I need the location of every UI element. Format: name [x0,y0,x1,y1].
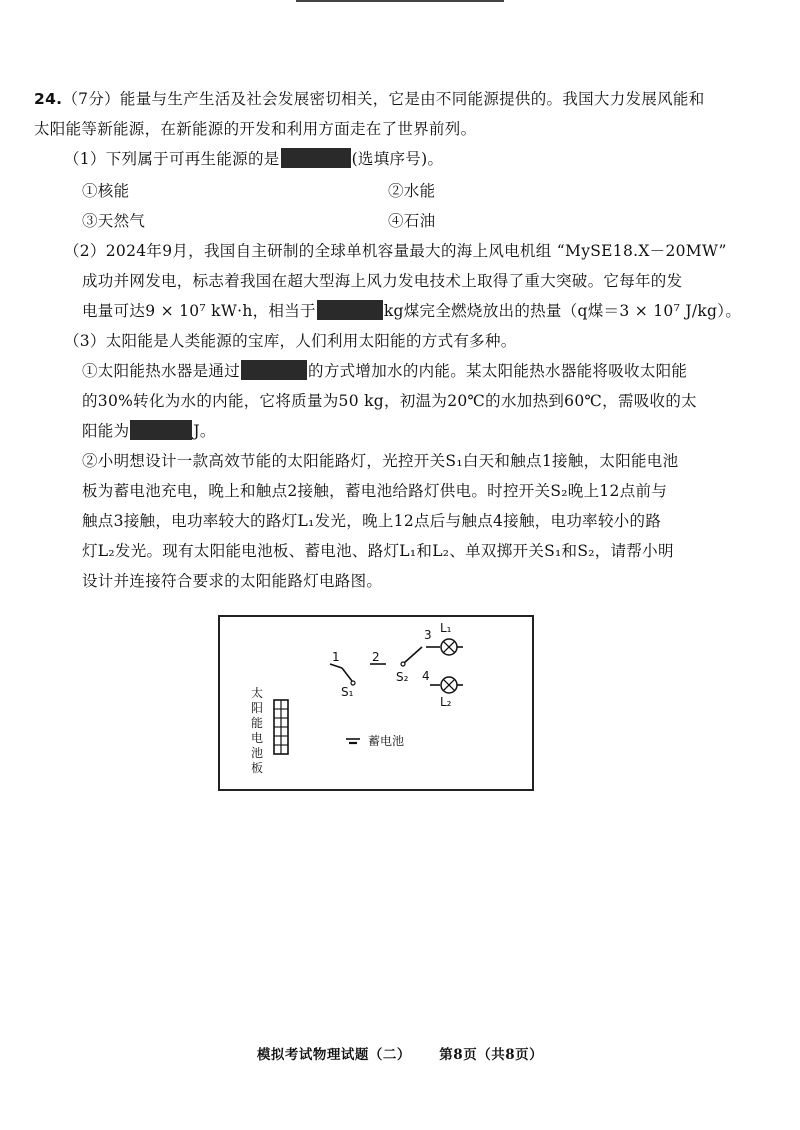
sub1-text-after: 的方式增加水的内能。某太阳能热水器能将吸收太阳能 [308,362,688,380]
option-3: ③天然气 [82,212,146,230]
part3-sub2-line5: 设计并连接符合要求的太阳能路灯电路图。 [82,572,383,590]
part3-sub2-line2: 板为蓄电池充电，晚上和触点2接触，蓄电池给路灯供电。时控开关S₂晚上12点前与 [82,482,668,500]
part2-text-after: kg煤完全燃烧放出的热量（q煤＝3 × 10⁷ J/kg）。 [383,302,742,320]
top-edge-line [296,0,504,2]
circuit-figure[interactable] [218,615,534,791]
l1-label: L₁ [440,621,452,635]
contact-3-label: 3 [424,628,432,642]
part3-sub2-line4: 灯L₂发光。现有太阳能电池板、蓄电池、路灯L₁和L₂、单双掷开关S₁和S₂，请帮小明 [82,542,674,560]
part1-prompt [34,144,754,174]
part2-text-before: 电量可达9 × 10⁷ kW·h，相当于 [82,302,316,320]
lamp-l2-group [422,669,463,709]
part1-text-after: (选填序号)。 [351,150,444,168]
answer-blank-3[interactable] [241,360,307,380]
part3-sub2-line1: ②小明想设计一款高效节能的太阳能路灯，光控开关S₁白天和触点1接触，太阳能电池 [82,452,679,470]
question-intro-line1 [34,84,754,114]
part2-line2: 成功并网发电，标志着我国在超大型海上风力发电技术上取得了重大突破。它每年的发 [82,272,683,290]
part2-line3 [34,296,754,326]
part3-sub1-line3 [34,416,754,446]
part3-sub1-line2: 的30%转化为水的内能，它将质量为50 kg，初温为20℃的水加热到60℃，需吸收的太 [82,392,697,410]
battery-label: 蓄电池 [368,734,405,748]
question-24 [34,84,754,596]
battery [346,733,404,748]
answer-blank-4[interactable] [130,420,192,440]
solar-panel [251,685,288,775]
answer-blank-1[interactable] [281,148,351,168]
panel-char-3: 能 [251,716,264,730]
exam-title: 模拟考试物理试题（二） [256,1047,411,1063]
contact-2-label: 2 [372,650,380,664]
sub1-line3-after: J。 [193,422,216,440]
part3-sub2-line3: 触点3接触，电功率较大的路灯L₁发光，晚上12点后与触点4接触，电功率较小的路 [82,512,662,530]
option-4: ④石油 [388,212,436,230]
part1-text-before: （1）下列属于可再生能源的是 [64,150,280,168]
part3-line1: （3）太阳能是人类能源的宝库，人们利用太阳能的方式有多种。 [64,332,517,350]
part2-line1: （2）2024年9月，我国自主研制的全球单机容量最大的海上风电机组 “MySE18.X－20MW” [64,242,727,260]
lamp-l1-group [424,621,463,655]
sub1-line3-before: 阳能为 [82,422,130,440]
switch-s2 [370,647,422,684]
panel-char-2: 阳 [251,701,264,715]
page-number: 第8页（共8页） [439,1047,544,1063]
page-footer [0,1043,800,1063]
contact-1-label: 1 [332,650,340,664]
s2-label: S₂ [396,670,409,684]
panel-char-1: 太 [251,686,264,700]
answer-blank-2[interactable] [317,300,383,320]
panel-char-5: 池 [251,746,264,760]
panel-char-4: 电 [251,731,264,745]
option-1: ①核能 [82,182,130,200]
l2-label: L₂ [440,695,452,709]
part1-options [34,174,754,236]
panel-char-6: 板 [251,761,264,775]
sub1-text-before: ①太阳能热水器是通过 [82,362,241,380]
option-2: ②水能 [388,182,436,200]
question-number: 24. [34,90,63,108]
circuit-diagram [220,617,532,789]
question-intro-line2: 太阳能等新能源，在新能源的开发和利用方面走在了世界前列。 [34,120,477,138]
part3-sub1-line1 [34,356,754,386]
switch-s1 [330,650,355,699]
intro-text-1: （7分）能量与生产生活及社会发展密切相关，它是由不同能源提供的。我国大力发展风能和 [62,90,705,108]
contact-4-label: 4 [422,669,430,683]
s1-label: S₁ [341,685,354,699]
